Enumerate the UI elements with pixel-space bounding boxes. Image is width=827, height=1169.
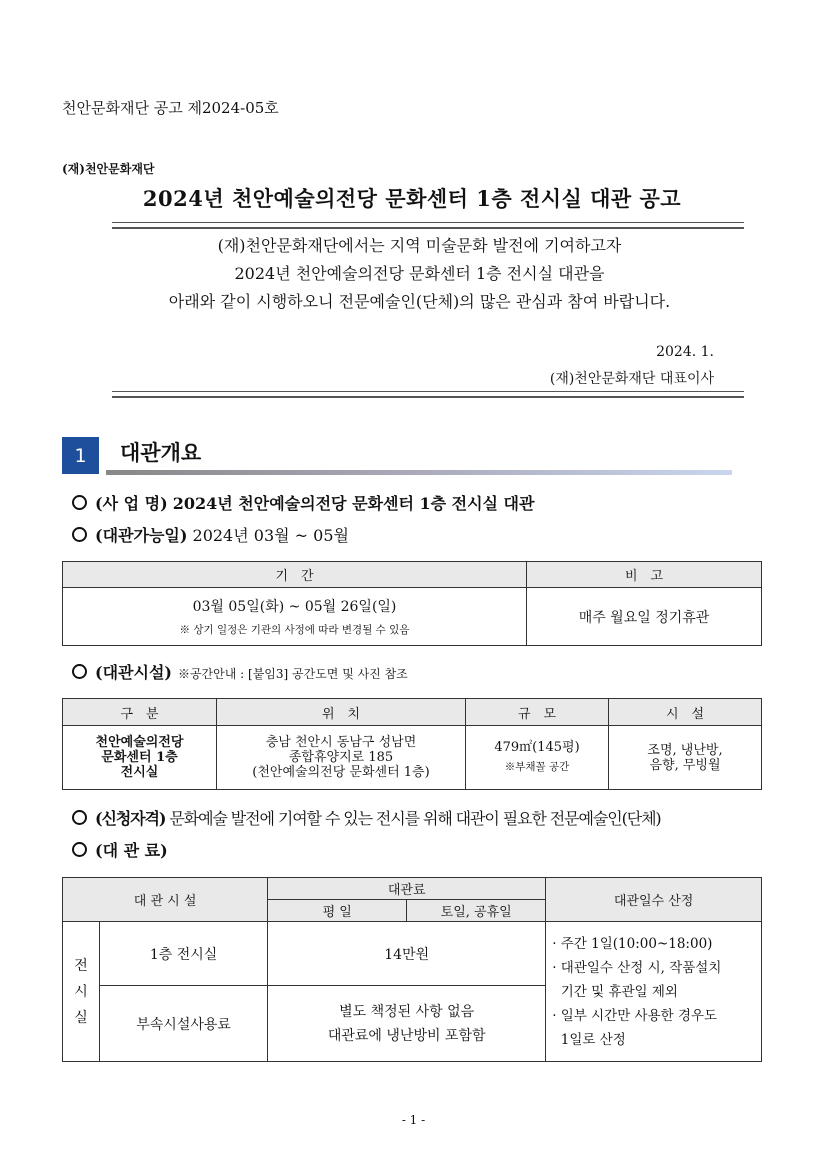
notice-date: 2024. 1.	[656, 344, 714, 360]
col-header: 구 분	[63, 699, 217, 726]
size-cell	[466, 726, 609, 790]
period-note: ※ 상기 일정은 기관의 사정에 따라 변경될 수 있음	[179, 624, 410, 636]
location-line: 종합휴양지로 185	[288, 750, 394, 765]
intro-line: (재)천안문화재단에서는 지역 미술문화 발전에 기여하고자	[217, 236, 622, 255]
page-title: 2024년 천안예술의전당 문화센터 1층 전시실 대관 공고	[142, 186, 682, 211]
circle-bullet-icon	[72, 495, 87, 510]
fee-label: (대 관 료)	[95, 841, 168, 860]
fee-table	[62, 877, 762, 1062]
period-label: (대관가능일)	[95, 526, 188, 545]
days-item: · 대관일수 산정 시, 작품설치	[552, 959, 722, 976]
col-header: 규 모	[466, 699, 609, 726]
section-underline	[106, 470, 732, 475]
fee-header: 대관료	[268, 878, 546, 900]
project-value: 2024년 천안예술의전당 문화센터 1층 전시실 대관	[172, 494, 535, 513]
notice-number: 천안문화재단 공고 제2024-05호	[62, 99, 279, 117]
row2-fee-line: 별도 책정된 사항 없음	[339, 1003, 475, 1020]
intro-line: 아래와 같이 시행하오니 전문예술인(단체)의 많은 관심과 참여 바랍니다.	[168, 292, 671, 311]
col-header: 위 치	[217, 699, 466, 726]
equipment-line: 조명, 냉난방,	[647, 742, 723, 758]
row2-name: 부속시설사용료	[100, 986, 268, 1062]
intro-divider	[112, 391, 744, 398]
facility-name-line: 문화센터 1층	[101, 750, 178, 765]
facility-name-line: 천안예술의전당	[95, 735, 184, 750]
facility-table	[62, 698, 762, 790]
col-header: 시 설	[609, 699, 762, 726]
period-header: 기 간	[63, 562, 527, 588]
equipment-line: 음향, 무빙월	[649, 757, 721, 773]
size-value: 479㎡(145평)	[494, 740, 580, 755]
facility-label: (대관시설)	[95, 663, 172, 682]
days-item: · 주간 1일(10:00~18:00)	[552, 935, 713, 952]
days-item: 기간 및 휴관일 제외	[552, 983, 678, 1000]
bullet-project	[72, 491, 534, 514]
row1-name: 1층 전시실	[100, 922, 268, 986]
facility-note: ※공간안내 : [붙임3] 공간도면 및 사진 참조	[177, 667, 408, 681]
days-list-cell	[546, 922, 762, 1062]
circle-bullet-icon	[72, 527, 87, 542]
signature: (재)천안문화재단 대표이사	[549, 371, 714, 387]
facility-name-line: 전시실	[120, 765, 159, 780]
circle-bullet-icon	[72, 810, 87, 825]
section-number: 1	[62, 437, 99, 474]
intro-line: 2024년 천안예술의전당 문화센터 1층 전시실 대관을	[234, 264, 605, 283]
bullet-period	[72, 523, 349, 546]
days-header: 대관일수 산정	[546, 878, 762, 922]
fee-facility-header: 대 관 시 설	[63, 878, 268, 922]
circle-bullet-icon	[72, 664, 87, 679]
intro-paragraph	[62, 232, 777, 316]
circle-bullet-icon	[72, 842, 87, 857]
title-divider	[112, 222, 744, 229]
days-item: · 일부 시간만 사용한 경우도	[552, 1007, 718, 1024]
section-title: 대관개요	[120, 441, 202, 465]
days-item: 1일로 산정	[552, 1031, 626, 1048]
size-note: ※부채꼴 공간	[504, 761, 570, 773]
remark-cell: 매주 월요일 정기휴관	[527, 588, 762, 646]
location-line: (천안예술의전당 문화센터 1층)	[252, 765, 430, 780]
period-range: 03월 05일(화) ~ 05월 26일(일)	[192, 599, 397, 615]
period-value: 2024년 03월 ~ 05월	[192, 526, 349, 545]
project-label: (사 업 명)	[95, 494, 168, 513]
bullet-qualification	[72, 806, 661, 829]
organization-label: (재)천안문화재단	[62, 162, 155, 176]
group-cell: 전 시 실	[63, 922, 100, 1062]
equipment-cell	[609, 726, 762, 790]
qual-label: (신청자격)	[95, 809, 166, 828]
remark-header: 비 고	[527, 562, 762, 588]
weekday-header: 평 일	[268, 900, 407, 922]
qual-value: 문화예술 발전에 기여할 수 있는 전시를 위해 대관이 필요한 전문예술인(단체)	[169, 809, 661, 828]
period-table	[62, 561, 762, 646]
row1-fee: 14만원	[268, 922, 546, 986]
weekend-header: 토일, 공휴일	[407, 900, 546, 922]
facility-name-cell	[63, 726, 217, 790]
bullet-fee	[72, 838, 168, 861]
period-cell	[63, 588, 527, 646]
row2-fee-line: 대관료에 냉난방비 포함함	[327, 1027, 486, 1044]
location-line: 충남 천안시 동남구 성남면	[265, 735, 417, 750]
bullet-facility	[72, 660, 408, 683]
page-number: - 1 -	[401, 1113, 426, 1127]
location-cell	[217, 726, 466, 790]
row2-fee	[268, 986, 546, 1062]
